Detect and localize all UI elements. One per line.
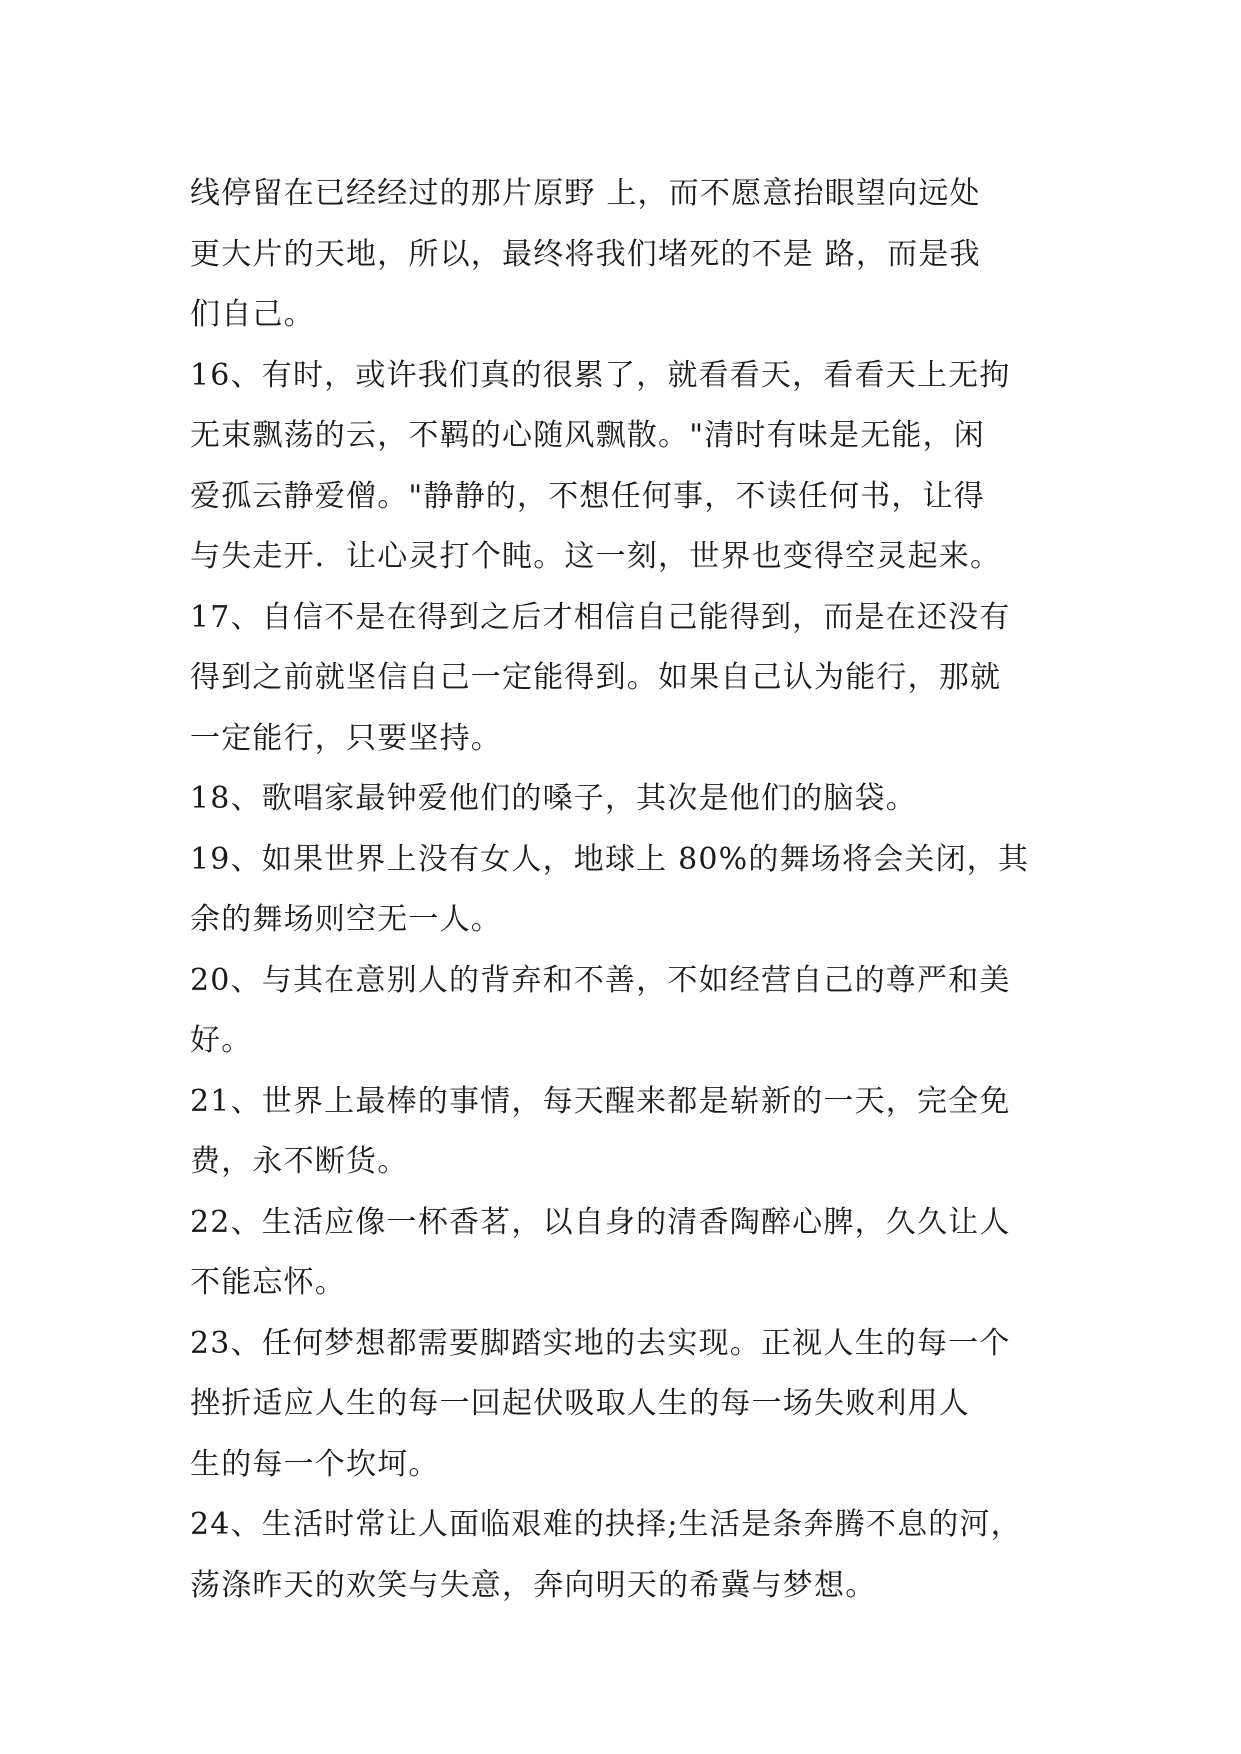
text-line: 更大片的天地，所以，最终将我们堵死的不是 路，而是我 xyxy=(190,236,981,272)
text-line: 得到之前就坚信自己一定能得到。如果自己认为能行，那就 xyxy=(190,660,1002,695)
text-line: 24、生活时常让人面临艰难的抉择;生活是条奔腾不息的河， xyxy=(190,1507,1022,1542)
text-line: 18、歌唱家最钟爱他们的嗓子，其次是他们的脑袋。 xyxy=(190,781,917,816)
text-line: 与失走开．让心灵打个盹。这一刻，世界也变得空灵起来。 xyxy=(190,539,1002,574)
text-line: 不能忘怀。 xyxy=(190,1265,346,1300)
text-line: 20、与其在意别人的背弃和不善，不如经营自己的尊严和美 xyxy=(190,962,1011,998)
text-line: 19、如果世界上没有女人，地球上 80%的舞场将会关闭，其 xyxy=(190,841,1030,877)
text-line: 荡涤昨天的欢笑与失意，奔向明天的希冀与梦想。 xyxy=(190,1567,877,1603)
text-line: 好。 xyxy=(190,1023,253,1058)
text-line: 17、自信不是在得到之后才相信自己能得到，而是在还没有 xyxy=(190,599,1011,635)
text-line: 费，永不断货。 xyxy=(190,1144,409,1179)
text-line: 16、有时，或许我们真的很累了，就看看天，看看天上无拘 xyxy=(190,357,1011,393)
text-line: 23、任何梦想都需要脚踏实地的去实现。正视人生的每一个 xyxy=(190,1325,1011,1361)
document-body xyxy=(190,164,1090,1616)
text-line: 余的舞场则空无一人。 xyxy=(190,902,502,937)
text-line: 挫折适应人生的每一回起伏吸取人生的每一场失败利用人 xyxy=(190,1386,970,1421)
text-line: 22、生活应像一杯香茗，以自身的清香陶醉心脾，久久让人 xyxy=(190,1204,1011,1240)
text-line: 生的每一个坎坷。 xyxy=(190,1446,440,1482)
text-line: 无束飘荡的云，不羁的心随风飘散。"清时有味是无能，闲 xyxy=(190,418,985,453)
text-line: 爱孤云静爱僧。"静静的，不想任何事，不读任何书，让得 xyxy=(190,478,985,514)
text-line: 21、世界上最棒的事情，每天醒来都是崭新的一天，完全免 xyxy=(190,1083,1011,1119)
text-line: 们自己。 xyxy=(190,297,315,332)
text-line: 线停留在已经经过的那片原野 上，而不愿意抬眼望向远处 xyxy=(190,176,981,211)
text-line: 一定能行，只要坚持。 xyxy=(190,720,502,756)
